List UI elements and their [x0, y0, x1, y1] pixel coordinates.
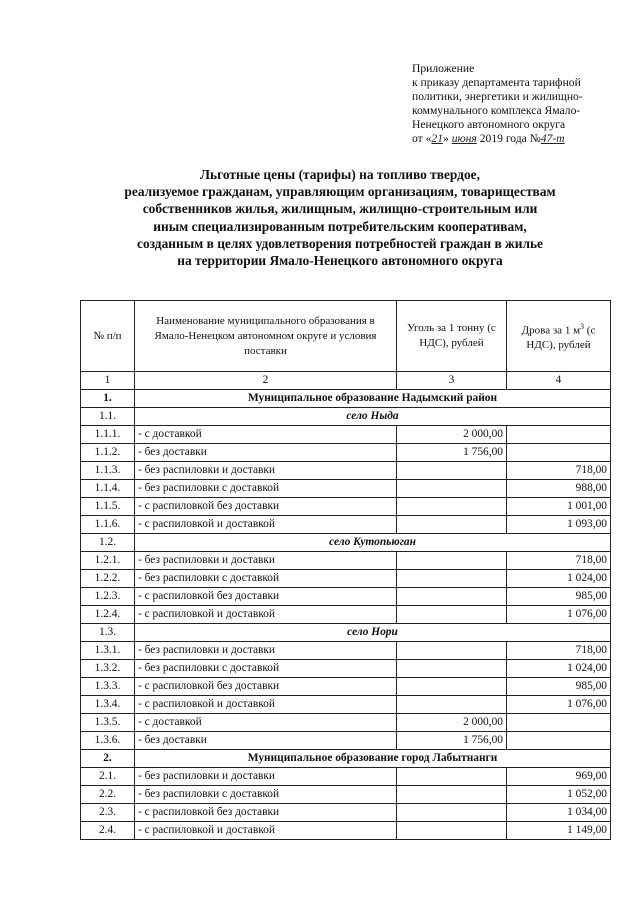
row-name: - без распиловки и доставки [135, 642, 397, 660]
subsection-row [81, 408, 611, 426]
subsection-row [81, 624, 611, 642]
coal-price [397, 516, 507, 534]
row-number: 1.1.3. [81, 462, 135, 480]
date-mid: » [443, 132, 449, 145]
wood-price: 718,00 [507, 462, 611, 480]
table-row [81, 498, 611, 516]
col-number: 2 [135, 372, 397, 390]
wood-price: 1 052,00 [507, 786, 611, 804]
row-number: 1.1.1. [81, 426, 135, 444]
row-number: 2.4. [81, 822, 135, 840]
row-number: 1.2.1. [81, 552, 135, 570]
row-number: 1.1.5. [81, 498, 135, 516]
row-number: 1.3.6. [81, 732, 135, 750]
row-name: - без распиловки с доставкой [135, 570, 397, 588]
wood-price: 969,00 [507, 768, 611, 786]
row-number: 1.3.5. [81, 714, 135, 732]
prices-table [80, 300, 611, 840]
row-name: село Ныда [135, 408, 611, 426]
wood-price [507, 444, 611, 462]
header-wood [507, 301, 611, 372]
subsection-row [81, 534, 611, 552]
coal-price: 2 000,00 [397, 714, 507, 732]
table-row [81, 516, 611, 534]
table-row [81, 786, 611, 804]
wood-price [507, 714, 611, 732]
row-number: 2.1. [81, 768, 135, 786]
row-number: 1.2.2. [81, 570, 135, 588]
row-name: - с распиловкой без доставки [135, 678, 397, 696]
row-number: 1. [81, 390, 135, 408]
coal-price [397, 804, 507, 822]
row-number: 1.1.4. [81, 480, 135, 498]
table-row [81, 822, 611, 840]
coal-price [397, 552, 507, 570]
header-name: Наименование муниципального образования в Ямало-Ненецком автономном округе и условия поставки [135, 301, 397, 372]
header-coal: Уголь за 1 тонну (с НДС), рублей [397, 301, 507, 372]
order-number: 47-т [540, 132, 565, 145]
coal-price [397, 696, 507, 714]
table-row [81, 426, 611, 444]
row-name: - с распиловкой и доставкой [135, 822, 397, 840]
appendix-line: Ненецкого автономного округа [412, 118, 566, 131]
wood-price: 1 001,00 [507, 498, 611, 516]
coal-price [397, 642, 507, 660]
appendix-date-line [412, 132, 634, 146]
date-prefix: от « [412, 132, 432, 145]
coal-price: 1 756,00 [397, 444, 507, 462]
row-name: - с доставкой [135, 714, 397, 732]
table-row [81, 696, 611, 714]
coal-price [397, 480, 507, 498]
row-number: 2.2. [81, 786, 135, 804]
row-number: 1.1. [81, 408, 135, 426]
row-number: 1.3.1. [81, 642, 135, 660]
coal-price [397, 462, 507, 480]
title-line: Льготные цены (тарифы) на топливо твердое, [200, 167, 480, 182]
section-row [81, 390, 611, 408]
wood-price: 1 093,00 [507, 516, 611, 534]
wood-price: 1 024,00 [507, 570, 611, 588]
header-wood-a: Дрова за 1 м [521, 324, 581, 337]
row-name: - без доставки [135, 444, 397, 462]
col-number: 1 [81, 372, 135, 390]
coal-price [397, 822, 507, 840]
row-name: - с доставкой [135, 426, 397, 444]
header-wood-b: (с НДС), рублей [526, 324, 596, 352]
row-number: 1.3. [81, 624, 135, 642]
title-line: реализуемое гражданам, управляющим организациям, товариществам [124, 184, 556, 200]
row-name: - с распиловкой без доставки [135, 804, 397, 822]
appendix-line: Приложение [412, 62, 475, 75]
date-month: июня [451, 132, 477, 145]
document-title [60, 166, 620, 269]
coal-price [397, 588, 507, 606]
row-number: 2.3. [81, 804, 135, 822]
row-number: 1.2. [81, 534, 135, 552]
column-numbers-row [81, 372, 611, 390]
row-number: 1.3.3. [81, 678, 135, 696]
coal-price: 2 000,00 [397, 426, 507, 444]
col-number: 3 [397, 372, 507, 390]
table-row [81, 570, 611, 588]
row-number: 1.3.2. [81, 660, 135, 678]
table-row [81, 606, 611, 624]
wood-price: 1 076,00 [507, 696, 611, 714]
table-row [81, 642, 611, 660]
col-number: 4 [507, 372, 611, 390]
row-number: 2. [81, 750, 135, 768]
wood-price: 985,00 [507, 678, 611, 696]
table-row [81, 804, 611, 822]
row-name: Муниципальное образование Надымский район [135, 390, 611, 408]
coal-price [397, 570, 507, 588]
title-line: созданным в целях удовлетворения потребностей граждан в жилье [137, 235, 543, 251]
row-number: 1.2.3. [81, 588, 135, 606]
section-row [81, 750, 611, 768]
wood-price: 718,00 [507, 642, 611, 660]
appendix-block [412, 62, 634, 146]
row-name: - с распиловкой и доставкой [135, 516, 397, 534]
wood-price [507, 732, 611, 750]
table-row [81, 660, 611, 678]
table-row [81, 588, 611, 606]
row-name: - без распиловки и доставки [135, 462, 397, 480]
row-name: - без распиловки с доставкой [135, 786, 397, 804]
wood-price: 1 149,00 [507, 822, 611, 840]
title-line: на территории Ямало-Ненецкого автономного округа [177, 253, 503, 269]
row-name: - с распиловкой и доставкой [135, 696, 397, 714]
wood-price: 718,00 [507, 552, 611, 570]
table-row [81, 732, 611, 750]
table-row [81, 462, 611, 480]
row-name: - без распиловки с доставкой [135, 660, 397, 678]
header-num: № п/п [81, 301, 135, 372]
table-row [81, 768, 611, 786]
table-header-row [81, 301, 611, 372]
row-number: 1.1.2. [81, 444, 135, 462]
row-name: - без доставки [135, 732, 397, 750]
coal-price [397, 606, 507, 624]
appendix-line: коммунального комплекса Ямало- [412, 104, 581, 117]
wood-price: 988,00 [507, 480, 611, 498]
coal-price [397, 660, 507, 678]
row-name: - с распиловкой без доставки [135, 498, 397, 516]
row-name: - без распиловки и доставки [135, 768, 397, 786]
row-name: село Нори [135, 624, 611, 642]
row-number: 1.2.4. [81, 606, 135, 624]
wood-price: 985,00 [507, 588, 611, 606]
table-row [81, 552, 611, 570]
row-name: - без распиловки с доставкой [135, 480, 397, 498]
row-name: - с распиловкой без доставки [135, 588, 397, 606]
coal-price [397, 498, 507, 516]
coal-price [397, 786, 507, 804]
title-line: иным специализированным потребительским кооперативам, [153, 218, 527, 234]
row-name: - с распиловкой и доставкой [135, 606, 397, 624]
row-name: село Кутопьюган [135, 534, 611, 552]
table-row [81, 678, 611, 696]
header-wood-sup: 3 [580, 321, 585, 331]
table-row [81, 714, 611, 732]
coal-price [397, 678, 507, 696]
row-number: 1.1.6. [81, 516, 135, 534]
table-row [81, 444, 611, 462]
coal-price [397, 768, 507, 786]
appendix-line: к приказу департамента тарифной [412, 76, 581, 89]
appendix-line: политики, энергетики и жилищно- [412, 90, 583, 103]
table-row [81, 480, 611, 498]
row-number: 1.3.4. [81, 696, 135, 714]
row-name: - без распиловки и доставки [135, 552, 397, 570]
wood-price: 1 076,00 [507, 606, 611, 624]
date-year: 2019 года № [479, 132, 541, 145]
wood-price: 1 034,00 [507, 804, 611, 822]
title-line: собственников жилья, жилищным, жилищно-строительным или [142, 201, 538, 217]
date-day: 21 [431, 132, 443, 145]
row-name: Муниципальное образование город Лабытнанги [135, 750, 611, 768]
wood-price: 1 024,00 [507, 660, 611, 678]
wood-price [507, 426, 611, 444]
coal-price: 1 756,00 [397, 732, 507, 750]
